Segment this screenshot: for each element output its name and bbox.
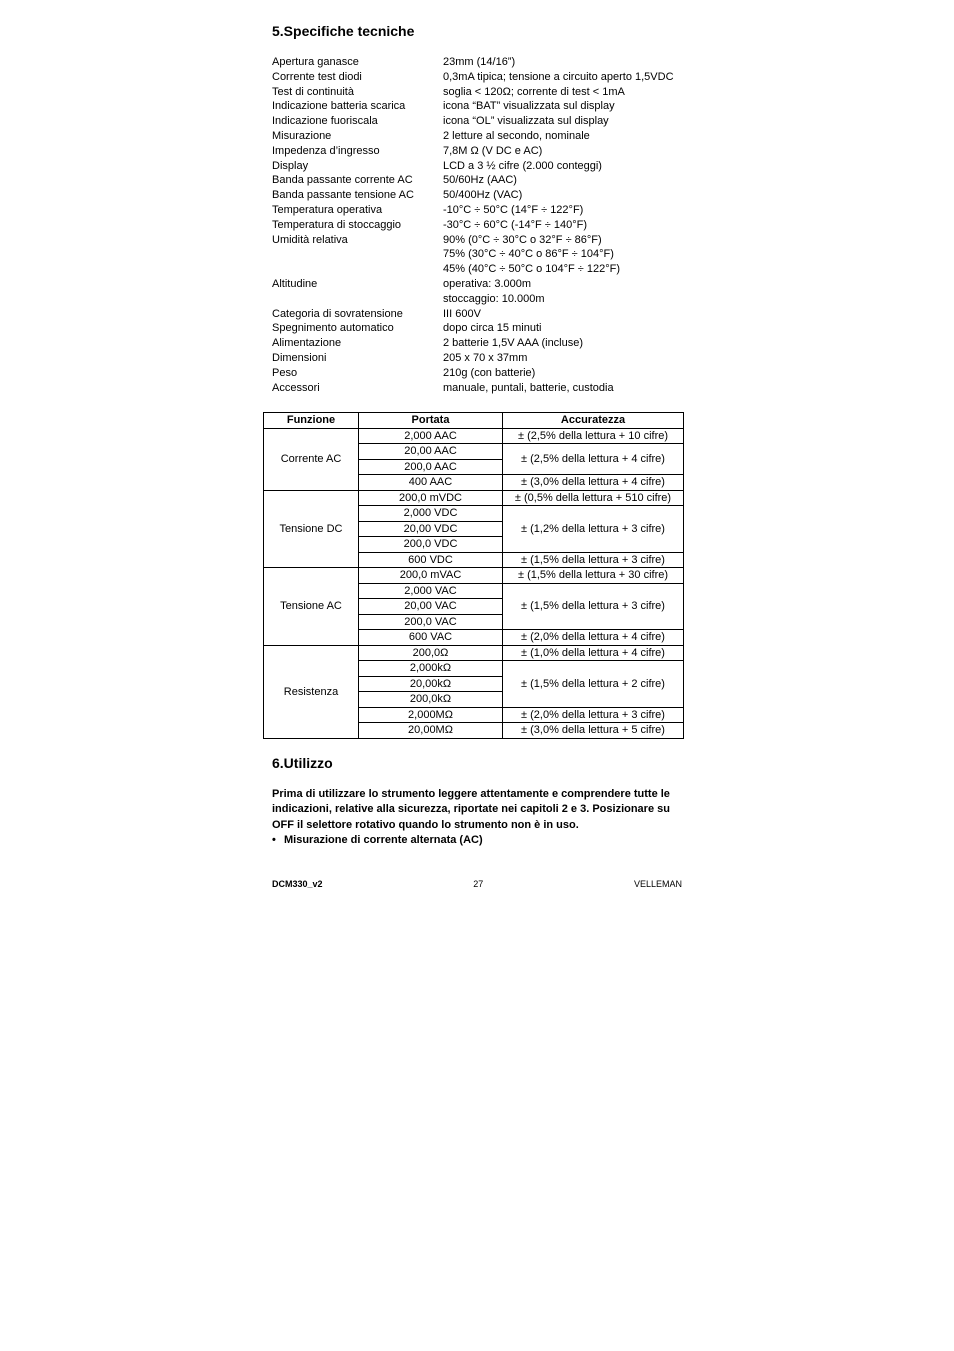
header-funzione: Funzione bbox=[264, 413, 359, 429]
section-5 bbox=[272, 22, 684, 395]
spec-row bbox=[272, 277, 684, 307]
spec-label: Apertura ganasce bbox=[272, 56, 359, 68]
cell-portata: 200,0 VDC bbox=[359, 537, 503, 553]
cell-accuratezza: ± (2,5% della lettura + 4 cifre) bbox=[503, 444, 684, 475]
spec-value-line: 2 letture al secondo, nominale bbox=[443, 129, 590, 142]
spec-label: Dimensioni bbox=[272, 351, 327, 364]
spec-value-line: 210g (con batterie) bbox=[443, 366, 536, 379]
spec-value-line: -10°C ÷ 50°C (14°F ÷ 122°F) bbox=[443, 203, 584, 216]
spec-value-line: soglia < 120Ω; corrente di test < 1mA bbox=[443, 85, 625, 98]
spec-label: Altitudine bbox=[272, 277, 318, 290]
spec-value bbox=[443, 381, 684, 396]
cell-funzione: Tensione DC bbox=[264, 490, 359, 568]
spec-label: Test di continuità bbox=[272, 85, 354, 98]
spec-value bbox=[443, 55, 684, 70]
cell-accuratezza: ± (1,0% della lettura + 4 cifre) bbox=[503, 645, 684, 661]
spec-label: Temperatura operativa bbox=[272, 203, 383, 216]
section-6 bbox=[272, 754, 684, 848]
spec-row bbox=[272, 351, 684, 366]
spec-value bbox=[443, 351, 684, 366]
cell-portata: 20,00kΩ bbox=[359, 676, 503, 692]
spec-row bbox=[272, 159, 684, 174]
cell-accuratezza: ± (2,5% della lettura + 10 cifre) bbox=[503, 428, 684, 444]
table-row bbox=[264, 428, 684, 444]
spec-value bbox=[443, 277, 684, 307]
spec-label: Peso bbox=[272, 366, 298, 379]
cell-portata: 200,0 mVAC bbox=[359, 568, 503, 584]
spec-row bbox=[272, 307, 684, 322]
bullet-dot: • bbox=[272, 833, 276, 846]
section-6-title: 6.Utilizzo bbox=[272, 755, 333, 771]
spec-label: Alimentazione bbox=[272, 337, 342, 350]
spec-table-wrap bbox=[263, 412, 684, 739]
spec-value bbox=[443, 114, 684, 129]
cell-accuratezza: ± (1,2% della lettura + 3 cifre) bbox=[503, 506, 684, 553]
cell-portata: 2,000kΩ bbox=[359, 661, 503, 677]
table-row bbox=[264, 568, 684, 584]
cell-portata: 400 AAC bbox=[359, 475, 503, 491]
spec-label: Categoria di sovratensione bbox=[272, 307, 403, 320]
cell-portata: 2,000MΩ bbox=[359, 707, 503, 723]
spec-value-line: 90% (0°C ÷ 30°C o 32°F ÷ 86°F) bbox=[443, 233, 602, 246]
spec-value bbox=[443, 144, 684, 159]
spec-value bbox=[443, 129, 684, 144]
spec-row bbox=[272, 129, 684, 144]
specs-list bbox=[272, 55, 684, 395]
spec-value-line: -30°C ÷ 60°C (-14°F ÷ 140°F) bbox=[443, 218, 587, 231]
table-row bbox=[264, 645, 684, 661]
cell-accuratezza: ± (2,0% della lettura + 4 cifre) bbox=[503, 630, 684, 646]
spec-value bbox=[443, 307, 684, 322]
spec-value bbox=[443, 321, 684, 336]
spec-value-line: icona “OL” visualizzata sul display bbox=[443, 115, 609, 128]
cell-portata: 200,0 VAC bbox=[359, 614, 503, 630]
cell-portata: 200,0kΩ bbox=[359, 692, 503, 708]
spec-value-line: III 600V bbox=[443, 307, 481, 320]
spec-row bbox=[272, 144, 684, 159]
spec-label: Spegnimento automatico bbox=[272, 322, 394, 335]
table-header-row bbox=[264, 413, 684, 429]
cell-accuratezza: ± (1,5% della lettura + 30 cifre) bbox=[503, 568, 684, 584]
spec-value-line: 50/400Hz (VAC) bbox=[443, 189, 523, 202]
spec-row bbox=[272, 321, 684, 336]
spec-row bbox=[272, 85, 684, 100]
header-accuratezza: Accuratezza bbox=[503, 413, 684, 429]
section-6-intro: Prima di utilizzare lo strumento leggere attentamente e comprendere tutte le indicazioni, relative alla sicurezza, riportate nei capitoli 2 e 3. Posizionare su OFF il selettore rotativo quando lo strumento non è in uso. bbox=[272, 788, 670, 831]
spec-label: Accessori bbox=[272, 381, 320, 394]
spec-value-line: 75% (30°C ÷ 40°C o 86°F ÷ 104°F) bbox=[443, 248, 614, 261]
spec-label: Misurazione bbox=[272, 129, 332, 142]
spec-value-line: 23mm (14/16”) bbox=[443, 56, 516, 68]
spec-value-line: operativa: 3.000m bbox=[443, 277, 532, 290]
spec-row bbox=[272, 70, 684, 85]
spec-row bbox=[272, 366, 684, 381]
section-5-title: 5.Specifiche tecniche bbox=[272, 23, 415, 39]
spec-row bbox=[272, 99, 684, 114]
spec-value bbox=[443, 173, 684, 188]
spec-value-line: dopo circa 15 minuti bbox=[443, 322, 542, 335]
spec-value-line: icona “BAT” visualizzata sul display bbox=[443, 100, 615, 113]
cell-portata: 2,000 AAC bbox=[359, 428, 503, 444]
cell-portata: 20,00MΩ bbox=[359, 723, 503, 739]
spec-value bbox=[443, 85, 684, 100]
spec-label: Banda passante tensione AC bbox=[272, 189, 414, 202]
spec-value bbox=[443, 366, 684, 381]
spec-row bbox=[272, 381, 684, 396]
spec-row bbox=[272, 114, 684, 129]
spec-row bbox=[272, 336, 684, 351]
spec-row bbox=[272, 55, 684, 70]
spec-row bbox=[272, 233, 684, 277]
spec-value-line: 2 batterie 1,5V AAA (incluse) bbox=[443, 337, 584, 350]
cell-funzione: Corrente AC bbox=[264, 428, 359, 490]
cell-portata: 2,000 VDC bbox=[359, 506, 503, 522]
spec-value-line: LCD a 3 ½ cifre (2.000 conteggi) bbox=[443, 159, 602, 172]
cell-accuratezza: ± (3,0% della lettura + 4 cifre) bbox=[503, 475, 684, 491]
spec-label: Impedenza d’ingresso bbox=[272, 144, 380, 157]
footer-model: DCM330_v2 bbox=[272, 879, 323, 889]
spec-row bbox=[272, 188, 684, 203]
spec-value bbox=[443, 188, 684, 203]
spec-value bbox=[443, 233, 684, 277]
cell-portata: 600 VAC bbox=[359, 630, 503, 646]
cell-portata: 200,0 AAC bbox=[359, 459, 503, 475]
cell-accuratezza: ± (0,5% della lettura + 510 cifre) bbox=[503, 490, 684, 506]
cell-portata: 20,00 VAC bbox=[359, 599, 503, 615]
cell-portata: 200,0 mVDC bbox=[359, 490, 503, 506]
spec-row bbox=[272, 173, 684, 188]
spec-value-line: stoccaggio: 10.000m bbox=[443, 292, 545, 305]
spec-label: Indicazione fuoriscala bbox=[272, 115, 378, 128]
table-body bbox=[264, 428, 684, 738]
cell-portata: 600 VDC bbox=[359, 552, 503, 568]
spec-label: Display bbox=[272, 159, 309, 172]
cell-funzione: Tensione AC bbox=[264, 568, 359, 646]
cell-accuratezza: ± (1,5% della lettura + 2 cifre) bbox=[503, 661, 684, 708]
cell-portata: 2,000 VAC bbox=[359, 583, 503, 599]
spec-row bbox=[272, 218, 684, 233]
bullet-text: Misurazione di corrente alternata (AC) bbox=[284, 833, 483, 846]
spec-label: Temperatura di stoccaggio bbox=[272, 218, 402, 231]
accuracy-table bbox=[263, 412, 684, 739]
cell-portata: 20,00 VDC bbox=[359, 521, 503, 537]
footer-brand: VELLEMAN bbox=[633, 879, 682, 889]
table-row bbox=[264, 490, 684, 506]
spec-value-line: manuale, puntali, batterie, custodia bbox=[443, 381, 614, 394]
spec-value bbox=[443, 203, 684, 218]
spec-value-line: 50/60Hz (AAC) bbox=[443, 174, 517, 187]
page-footer bbox=[272, 879, 682, 889]
spec-value bbox=[443, 336, 684, 351]
spec-value bbox=[443, 70, 684, 85]
spec-value-line: 7,8M Ω (V DC e AC) bbox=[443, 144, 543, 157]
cell-portata: 200,0Ω bbox=[359, 645, 503, 661]
spec-value-line: 0,3mA tipica; tensione a circuito aperto 1,5VDC bbox=[443, 70, 674, 83]
cell-portata: 20,00 AAC bbox=[359, 444, 503, 460]
spec-label: Umidità relativa bbox=[272, 233, 348, 246]
bullet-item bbox=[272, 833, 684, 848]
cell-accuratezza: ± (2,0% della lettura + 3 cifre) bbox=[503, 707, 684, 723]
spec-label: Banda passante corrente AC bbox=[272, 174, 413, 187]
spec-value bbox=[443, 99, 684, 114]
cell-accuratezza: ± (3,0% della lettura + 5 cifre) bbox=[503, 723, 684, 739]
spec-value-line: 205 x 70 x 37mm bbox=[443, 351, 528, 364]
spec-value-line: 45% (40°C ÷ 50°C o 104°F ÷ 122°F) bbox=[443, 263, 621, 276]
cell-funzione: Resistenza bbox=[264, 645, 359, 738]
cell-accuratezza: ± (1,5% della lettura + 3 cifre) bbox=[503, 552, 684, 568]
spec-label: Indicazione batteria scarica bbox=[272, 100, 406, 113]
spec-value bbox=[443, 218, 684, 233]
header-portata: Portata bbox=[359, 413, 503, 429]
spec-label: Corrente test diodi bbox=[272, 70, 362, 83]
footer-page-number: 27 bbox=[473, 879, 484, 889]
spec-row bbox=[272, 203, 684, 218]
cell-accuratezza: ± (1,5% della lettura + 3 cifre) bbox=[503, 583, 684, 630]
spec-value bbox=[443, 159, 684, 174]
